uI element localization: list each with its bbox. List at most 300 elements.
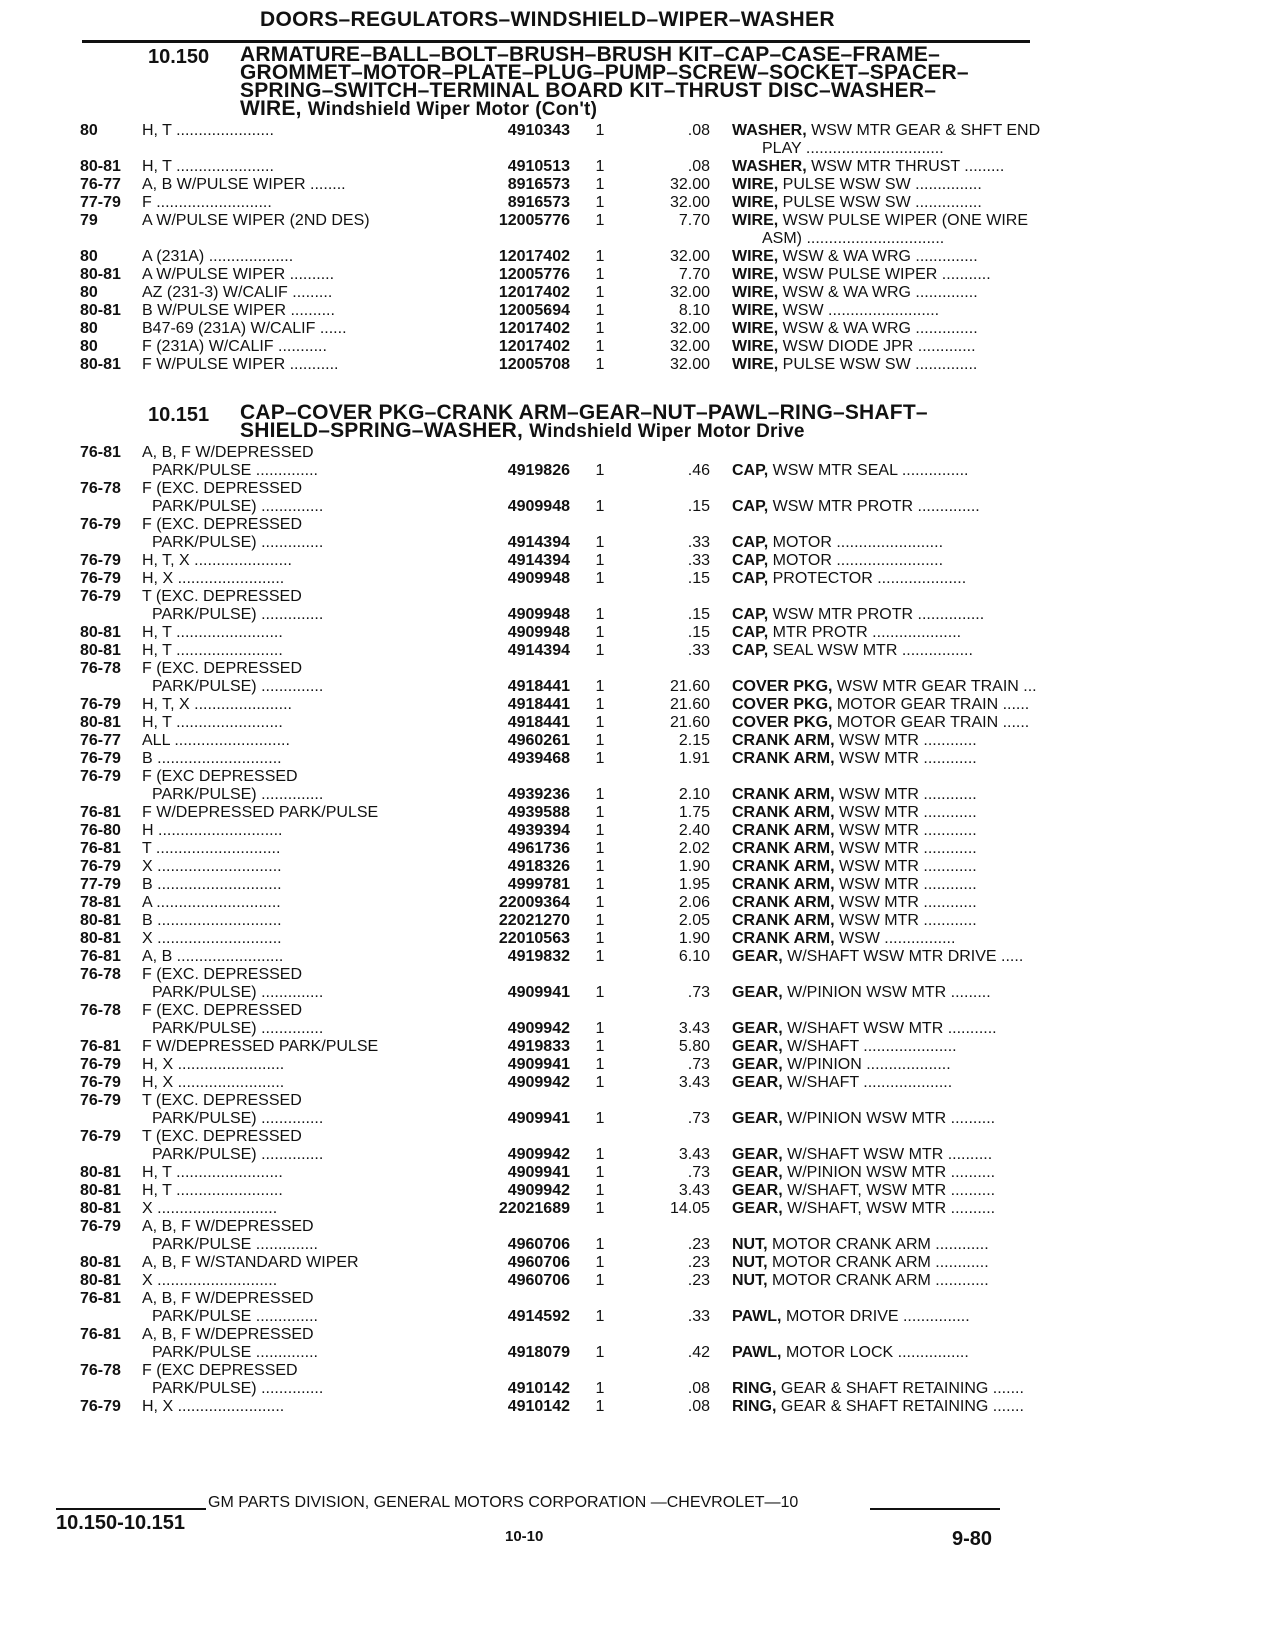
description <box>732 320 1102 338</box>
price: 2.40 <box>678 822 710 839</box>
application-line: X ........................... <box>142 1200 278 1217</box>
part-name: GEAR, <box>732 1056 783 1073</box>
part-detail: GEAR & SHAFT RETAINING ....... <box>780 1380 1024 1397</box>
application-line: H, T ...................... <box>142 122 274 139</box>
description-line <box>732 624 961 641</box>
application-line: T (EXC. DEPRESSED <box>142 1128 302 1145</box>
model-years: 76-80 <box>80 822 121 839</box>
application <box>142 1218 472 1254</box>
description <box>732 1182 1102 1200</box>
price: 3.43 <box>678 1020 710 1037</box>
section-title <box>240 43 1060 120</box>
part-detail: WSW MTR PROTR .............. <box>772 498 980 515</box>
part-row <box>60 912 1100 930</box>
part-row <box>60 624 1100 642</box>
part-number: 12005776 <box>498 266 570 283</box>
part-number: 12005694 <box>498 302 570 319</box>
application-line: F (EXC. DEPRESSED <box>142 966 303 983</box>
model-years: 76-81 <box>80 1290 121 1307</box>
part-name: NUT, <box>732 1236 768 1253</box>
price: 32.00 <box>669 176 710 193</box>
part-number: 4939588 <box>507 804 570 821</box>
quantity: 1 <box>595 1398 605 1415</box>
quantity: 1 <box>595 284 605 301</box>
price: 21.60 <box>669 714 710 731</box>
footer-page-number: 10-10 <box>505 1528 544 1545</box>
part-row <box>60 768 1100 804</box>
part-row <box>60 822 1100 840</box>
quantity: 1 <box>595 1038 605 1055</box>
description-line <box>732 804 977 821</box>
model-years: 76-78 <box>80 480 121 497</box>
part-row <box>60 122 1100 158</box>
quantity: 1 <box>595 750 605 767</box>
quantity: 1 <box>595 984 605 1001</box>
quantity: 1 <box>595 1056 605 1073</box>
description-line <box>732 696 1029 713</box>
price: .15 <box>687 498 710 515</box>
description-line <box>732 570 966 587</box>
price: 2.02 <box>678 840 710 857</box>
part-number: 4909942 <box>507 1182 570 1199</box>
application <box>142 1092 472 1128</box>
quantity: 1 <box>595 714 605 731</box>
part-number: 4960706 <box>507 1254 570 1271</box>
part-detail: W/PINION ................... <box>787 1056 951 1073</box>
application <box>142 1326 472 1362</box>
section-title-line: GROMMET–MOTOR–PLATE–PLUG–PUMP–SCREW–SOCKET–SPACER– <box>240 61 969 84</box>
part-name: COVER PKG, <box>732 696 833 713</box>
model-years: 76-81 <box>80 1326 121 1343</box>
part-name: CRANK ARM, <box>732 912 835 929</box>
application-line: A ............................ <box>142 894 281 911</box>
part-detail: MOTOR GEAR TRAIN ...... <box>836 696 1030 713</box>
quantity: 1 <box>595 552 605 569</box>
model-years: 77-79 <box>80 194 121 211</box>
part-detail: PULSE WSW SW ............... <box>782 194 982 211</box>
part-row <box>60 212 1100 248</box>
part-row <box>60 248 1100 266</box>
application-line: H, T ........................ <box>142 1182 283 1199</box>
part-detail: MOTOR ........................ <box>772 534 944 551</box>
footer-section-range: 10.150-10.151 <box>56 1512 186 1534</box>
price: 1.91 <box>678 750 710 767</box>
application-line-2: PARK/PULSE) .............. <box>152 1020 324 1037</box>
model-years: 80 <box>80 248 98 265</box>
description-line <box>732 302 939 319</box>
part-detail: W/PINION WSW MTR .......... <box>787 1110 996 1127</box>
part-number: 4914394 <box>507 642 570 659</box>
part-detail: W/SHAFT, WSW MTR .......... <box>787 1182 996 1199</box>
model-years: 76-79 <box>80 858 121 875</box>
application-line: H ............................ <box>142 822 283 839</box>
application <box>142 1164 472 1182</box>
part-detail: W/SHAFT WSW MTR DRIVE ..... <box>787 948 1024 965</box>
description-line <box>732 642 973 659</box>
model-years: 80-81 <box>80 1272 121 1289</box>
application <box>142 552 472 570</box>
part-number: 22010563 <box>498 930 570 947</box>
application-line: H, X ........................ <box>142 1056 285 1073</box>
model-years: 78-81 <box>80 894 121 911</box>
part-row <box>60 1200 1100 1218</box>
part-name: WIRE, <box>732 248 779 265</box>
application-line-2: PARK/PULSE) .............. <box>152 984 324 1001</box>
application-line: B W/PULSE WIPER .......... <box>142 302 335 319</box>
part-number: 4960706 <box>507 1236 570 1253</box>
description-line <box>732 1146 992 1163</box>
part-number: 4918441 <box>507 714 570 731</box>
description-line <box>732 1200 995 1217</box>
application <box>142 1074 472 1092</box>
description-line <box>732 678 1037 695</box>
description <box>732 606 1102 624</box>
description <box>732 1200 1102 1218</box>
part-detail: W/PINION WSW MTR .......... <box>787 1164 996 1181</box>
application-line-2: PARK/PULSE) .............. <box>152 498 324 515</box>
application <box>142 912 472 930</box>
part-detail: W/SHAFT WSW MTR .......... <box>787 1146 993 1163</box>
part-number: 4909948 <box>507 570 570 587</box>
description-line <box>732 786 977 803</box>
part-name: CRANK ARM, <box>732 804 835 821</box>
description-line <box>732 876 977 893</box>
part-number: 4918441 <box>507 696 570 713</box>
model-years: 76-79 <box>80 1128 121 1145</box>
model-years: 80 <box>80 320 98 337</box>
part-name: GEAR, <box>732 1146 783 1163</box>
part-number: 4909941 <box>507 984 570 1001</box>
price: .42 <box>687 1344 710 1361</box>
page-header-title: DOORS–REGULATORS–WINDSHIELD–WIPER–WASHER <box>260 8 835 31</box>
section-title-last: SHIELD–SPRING–WASHER, <box>240 419 524 442</box>
description <box>732 338 1102 356</box>
price: 32.00 <box>669 284 710 301</box>
price: .15 <box>687 624 710 641</box>
application-line: F W/DEPRESSED PARK/PULSE <box>142 804 379 821</box>
application-line: A W/PULSE WIPER (2ND DES) <box>142 212 370 229</box>
price: .33 <box>687 534 710 551</box>
price: .73 <box>687 1164 710 1181</box>
model-years: 76-78 <box>80 1002 121 1019</box>
part-number: 12005708 <box>498 356 570 373</box>
application-line: A, B, F W/STANDARD WIPER <box>142 1254 359 1271</box>
part-detail: WSW ................ <box>838 930 956 947</box>
part-number: 4914394 <box>507 552 570 569</box>
application <box>142 642 472 660</box>
description <box>732 840 1102 858</box>
price: 3.43 <box>678 1074 710 1091</box>
application-line: A, B, F W/DEPRESSED <box>142 1290 314 1307</box>
application-line: F .......................... <box>142 194 272 211</box>
part-number: 4961736 <box>507 840 570 857</box>
model-years: 76-81 <box>80 804 121 821</box>
part-detail: WSW MTR ............ <box>838 732 977 749</box>
description <box>732 786 1102 804</box>
description-line <box>732 1182 995 1199</box>
price: .46 <box>687 462 710 479</box>
part-row <box>60 1290 1100 1326</box>
part-row <box>60 660 1100 696</box>
model-years: 76-77 <box>80 732 121 749</box>
price: .73 <box>687 984 710 1001</box>
description <box>732 732 1102 750</box>
description <box>732 212 1102 248</box>
model-years: 76-79 <box>80 750 121 767</box>
model-years: 80-81 <box>80 1254 121 1271</box>
application-line: H, T ........................ <box>142 714 283 731</box>
part-row <box>60 840 1100 858</box>
description-line <box>732 176 982 193</box>
model-years: 76-81 <box>80 840 121 857</box>
description <box>732 1038 1102 1056</box>
part-detail: WSW MTR ............ <box>838 894 977 911</box>
description <box>732 1398 1102 1416</box>
application-line: B ............................ <box>142 912 282 929</box>
part-number: 4919826 <box>507 462 570 479</box>
description <box>732 678 1102 696</box>
model-years: 80 <box>80 284 98 301</box>
description-line <box>732 248 978 265</box>
quantity: 1 <box>595 948 605 965</box>
application-line-2: PARK/PULSE) .............. <box>152 1380 324 1397</box>
description <box>732 302 1102 320</box>
part-name: CRANK ARM, <box>732 876 835 893</box>
part-detail: W/SHAFT .................... <box>787 1074 953 1091</box>
application <box>142 248 472 266</box>
quantity: 1 <box>595 1344 605 1361</box>
description-line <box>732 1020 997 1037</box>
description <box>732 356 1102 374</box>
model-years: 76-78 <box>80 1362 121 1379</box>
part-number: 8916573 <box>507 176 570 193</box>
description <box>732 462 1102 480</box>
application <box>142 804 472 822</box>
application <box>142 338 472 356</box>
model-years: 76-79 <box>80 1074 121 1091</box>
description <box>732 714 1102 732</box>
application <box>142 894 472 912</box>
part-row <box>60 894 1100 912</box>
application <box>142 480 472 516</box>
part-detail: WSW & WA WRG .............. <box>782 320 978 337</box>
description <box>732 248 1102 266</box>
part-number: 4910513 <box>507 158 570 175</box>
part-detail: WSW MTR ............ <box>838 840 977 857</box>
part-name: WIRE, <box>732 176 779 193</box>
description <box>732 876 1102 894</box>
section-number: 10.151 <box>148 404 210 426</box>
application <box>142 876 472 894</box>
part-row <box>60 516 1100 552</box>
part-row <box>60 1362 1100 1398</box>
description <box>732 984 1102 1002</box>
quantity: 1 <box>595 876 605 893</box>
part-number: 4909942 <box>507 1146 570 1163</box>
description-line <box>732 714 1029 731</box>
model-years: 80-81 <box>80 158 121 175</box>
price: .33 <box>687 642 710 659</box>
description <box>732 1110 1102 1128</box>
application <box>142 516 472 552</box>
application-line: H, T ...................... <box>142 158 274 175</box>
part-row <box>60 194 1100 212</box>
quantity: 1 <box>595 302 605 319</box>
model-years: 76-81 <box>80 1038 121 1055</box>
application-line-2: PARK/PULSE) .............. <box>152 534 324 551</box>
part-row <box>60 1218 1100 1254</box>
application <box>142 212 472 230</box>
description-line <box>732 266 991 283</box>
price: .73 <box>687 1110 710 1127</box>
application-line: H, X ........................ <box>142 570 285 587</box>
application <box>142 570 472 588</box>
quantity: 1 <box>595 194 605 211</box>
part-number: 4960261 <box>507 732 570 749</box>
part-number: 4919832 <box>507 948 570 965</box>
quantity: 1 <box>595 912 605 929</box>
application-line: F (231A) W/CALIF ........... <box>142 338 327 355</box>
part-detail: WSW MTR PROTR ............... <box>772 606 985 623</box>
description-line <box>732 1254 989 1271</box>
quantity: 1 <box>595 642 605 659</box>
part-name: RING, <box>732 1380 777 1397</box>
price: 2.15 <box>678 732 710 749</box>
application-line: H, T ........................ <box>142 624 283 641</box>
part-name: CRANK ARM, <box>732 732 835 749</box>
part-detail: WSW ......................... <box>782 302 940 319</box>
model-years: 76-79 <box>80 552 121 569</box>
part-number: 12005776 <box>498 212 570 229</box>
application <box>142 768 472 804</box>
quantity: 1 <box>595 1308 605 1325</box>
part-row <box>60 1128 1100 1164</box>
description-line <box>732 1038 957 1055</box>
part-number: 4939236 <box>507 786 570 803</box>
part-name: CRANK ARM, <box>732 786 835 803</box>
price: 5.80 <box>678 1038 710 1055</box>
description-line <box>732 284 978 301</box>
description <box>732 1380 1102 1398</box>
application-line-2: PARK/PULSE) .............. <box>152 606 324 623</box>
part-detail: WSW PULSE WIPER ........... <box>782 266 991 283</box>
description <box>732 122 1102 158</box>
footer-date: 9-80 <box>952 1528 993 1550</box>
part-name: WASHER, <box>732 158 807 175</box>
part-name: CRANK ARM, <box>732 750 835 767</box>
model-years: 76-81 <box>80 444 121 461</box>
quantity: 1 <box>595 786 605 803</box>
quantity: 1 <box>595 462 605 479</box>
application <box>142 158 472 176</box>
part-number: 4914592 <box>507 1308 570 1325</box>
section-title-last: WIRE, <box>240 97 302 120</box>
description <box>732 1254 1102 1272</box>
quantity: 1 <box>595 1200 605 1217</box>
price: 7.70 <box>678 266 710 283</box>
quantity: 1 <box>595 624 605 641</box>
application-line: F (EXC. DEPRESSED <box>142 660 303 677</box>
part-detail: WSW DIODE JPR ............. <box>782 338 976 355</box>
application <box>142 822 472 840</box>
part-row <box>60 176 1100 194</box>
part-row <box>60 696 1100 714</box>
price: 8.10 <box>678 302 710 319</box>
part-name: CRANK ARM, <box>732 822 835 839</box>
price: 1.95 <box>678 876 710 893</box>
model-years: 80-81 <box>80 642 121 659</box>
section-title-last-line <box>240 97 1060 120</box>
description-line <box>732 498 980 515</box>
part-name: GEAR, <box>732 1020 783 1037</box>
part-row <box>60 876 1100 894</box>
application <box>142 714 472 732</box>
application-line-2: PARK/PULSE .............. <box>152 462 318 479</box>
part-name: GEAR, <box>732 1038 783 1055</box>
description-line <box>732 1236 989 1253</box>
description <box>732 930 1102 948</box>
application <box>142 266 472 284</box>
part-row <box>60 158 1100 176</box>
application-line: F W/DEPRESSED PARK/PULSE <box>142 1038 379 1055</box>
application <box>142 948 472 966</box>
price: 1.75 <box>678 804 710 821</box>
application-line: ALL .......................... <box>142 732 290 749</box>
application-line: X ............................ <box>142 858 282 875</box>
description-line <box>732 822 977 839</box>
application <box>142 624 472 642</box>
description-line <box>732 158 1004 175</box>
description-line <box>732 1272 989 1289</box>
application-line: B ............................ <box>142 876 282 893</box>
application-line-2: PARK/PULSE .............. <box>152 1308 318 1325</box>
description-line <box>732 930 955 947</box>
description-line <box>732 534 943 551</box>
part-number: 4910142 <box>507 1398 570 1415</box>
quantity: 1 <box>595 678 605 695</box>
application <box>142 1272 472 1290</box>
description-line <box>732 606 984 623</box>
description <box>732 158 1102 176</box>
model-years: 80 <box>80 338 98 355</box>
application-line: H, T ........................ <box>142 642 283 659</box>
model-years: 76-79 <box>80 1056 121 1073</box>
part-row <box>60 930 1100 948</box>
price: 32.00 <box>669 194 710 211</box>
section-title <box>240 401 1060 442</box>
application-line: H, T ........................ <box>142 1164 283 1181</box>
part-detail-line-2: PLAY ............................... <box>762 140 944 157</box>
part-row <box>60 338 1100 356</box>
description <box>732 696 1102 714</box>
quantity: 1 <box>595 1020 605 1037</box>
application <box>142 840 472 858</box>
description <box>732 284 1102 302</box>
section-subject: Windshield Wiper Motor <box>307 99 530 120</box>
part-row <box>60 320 1100 338</box>
part-row <box>60 750 1100 768</box>
model-years: 80-81 <box>80 912 121 929</box>
description <box>732 1020 1102 1038</box>
price: 1.90 <box>678 858 710 875</box>
description <box>732 534 1102 552</box>
part-number: 4909941 <box>507 1110 570 1127</box>
price: 32.00 <box>669 356 710 373</box>
part-number: 4914394 <box>507 534 570 551</box>
price: .08 <box>687 122 710 139</box>
quantity: 1 <box>595 338 605 355</box>
part-detail-line-2: ASM) ............................... <box>762 230 945 247</box>
